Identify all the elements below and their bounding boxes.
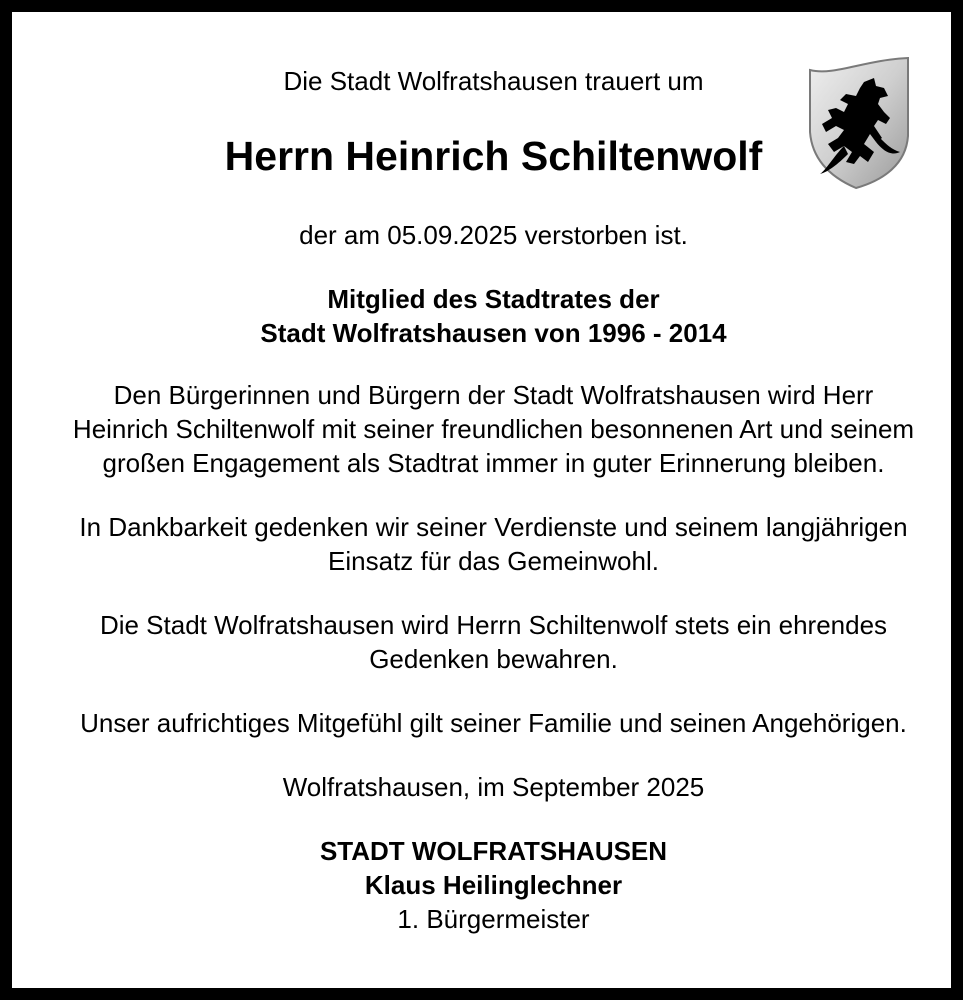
- signature-person: Klaus Heilinglechner: [364, 870, 623, 900]
- signature-title: 1. Bürgermeister: [397, 904, 590, 934]
- paragraph-1-line-3: großen Engagement als Stadtrat immer in guter Erinnerung bleiben.: [102, 448, 885, 478]
- signature-organization: STADT WOLFRATSHAUSEN: [319, 836, 668, 866]
- intro-text: Die Stadt Wolfratshausen trauert um: [283, 66, 704, 96]
- paragraph-4: Unser aufrichtiges Mitgefühl gilt seiner Familie und seinen Angehörigen.: [80, 708, 907, 738]
- role-line-1: Mitglied des Stadtrates der: [327, 284, 660, 314]
- paragraph-1-line-2: Heinrich Schiltenwolf mit seiner freundlichen besonnenen Art und seinem: [72, 414, 915, 444]
- paragraph-3-line-2: Gedenken bewahren.: [369, 644, 618, 674]
- deceased-name: Herrn Heinrich Schiltenwolf: [224, 133, 763, 179]
- paragraph-3-line-1: Die Stadt Wolfratshausen wird Herrn Schiltenwolf stets ein ehrendes: [99, 610, 888, 640]
- place-date: Wolfratshausen, im September 2025: [282, 772, 705, 802]
- paragraph-1-line-1: Den Bürgerinnen und Bürgern der Stadt Wolfratshausen wird Herr: [113, 380, 874, 410]
- paragraph-2-line-1: In Dankbarkeit gedenken wir seiner Verdienste und seinem langjährigen: [79, 512, 908, 542]
- role-line-2: Stadt Wolfratshausen von 1996 - 2014: [260, 318, 727, 348]
- paragraph-2-line-2: Einsatz für das Gemeinwohl.: [328, 546, 659, 576]
- death-note: der am 05.09.2025 verstorben ist.: [299, 220, 688, 250]
